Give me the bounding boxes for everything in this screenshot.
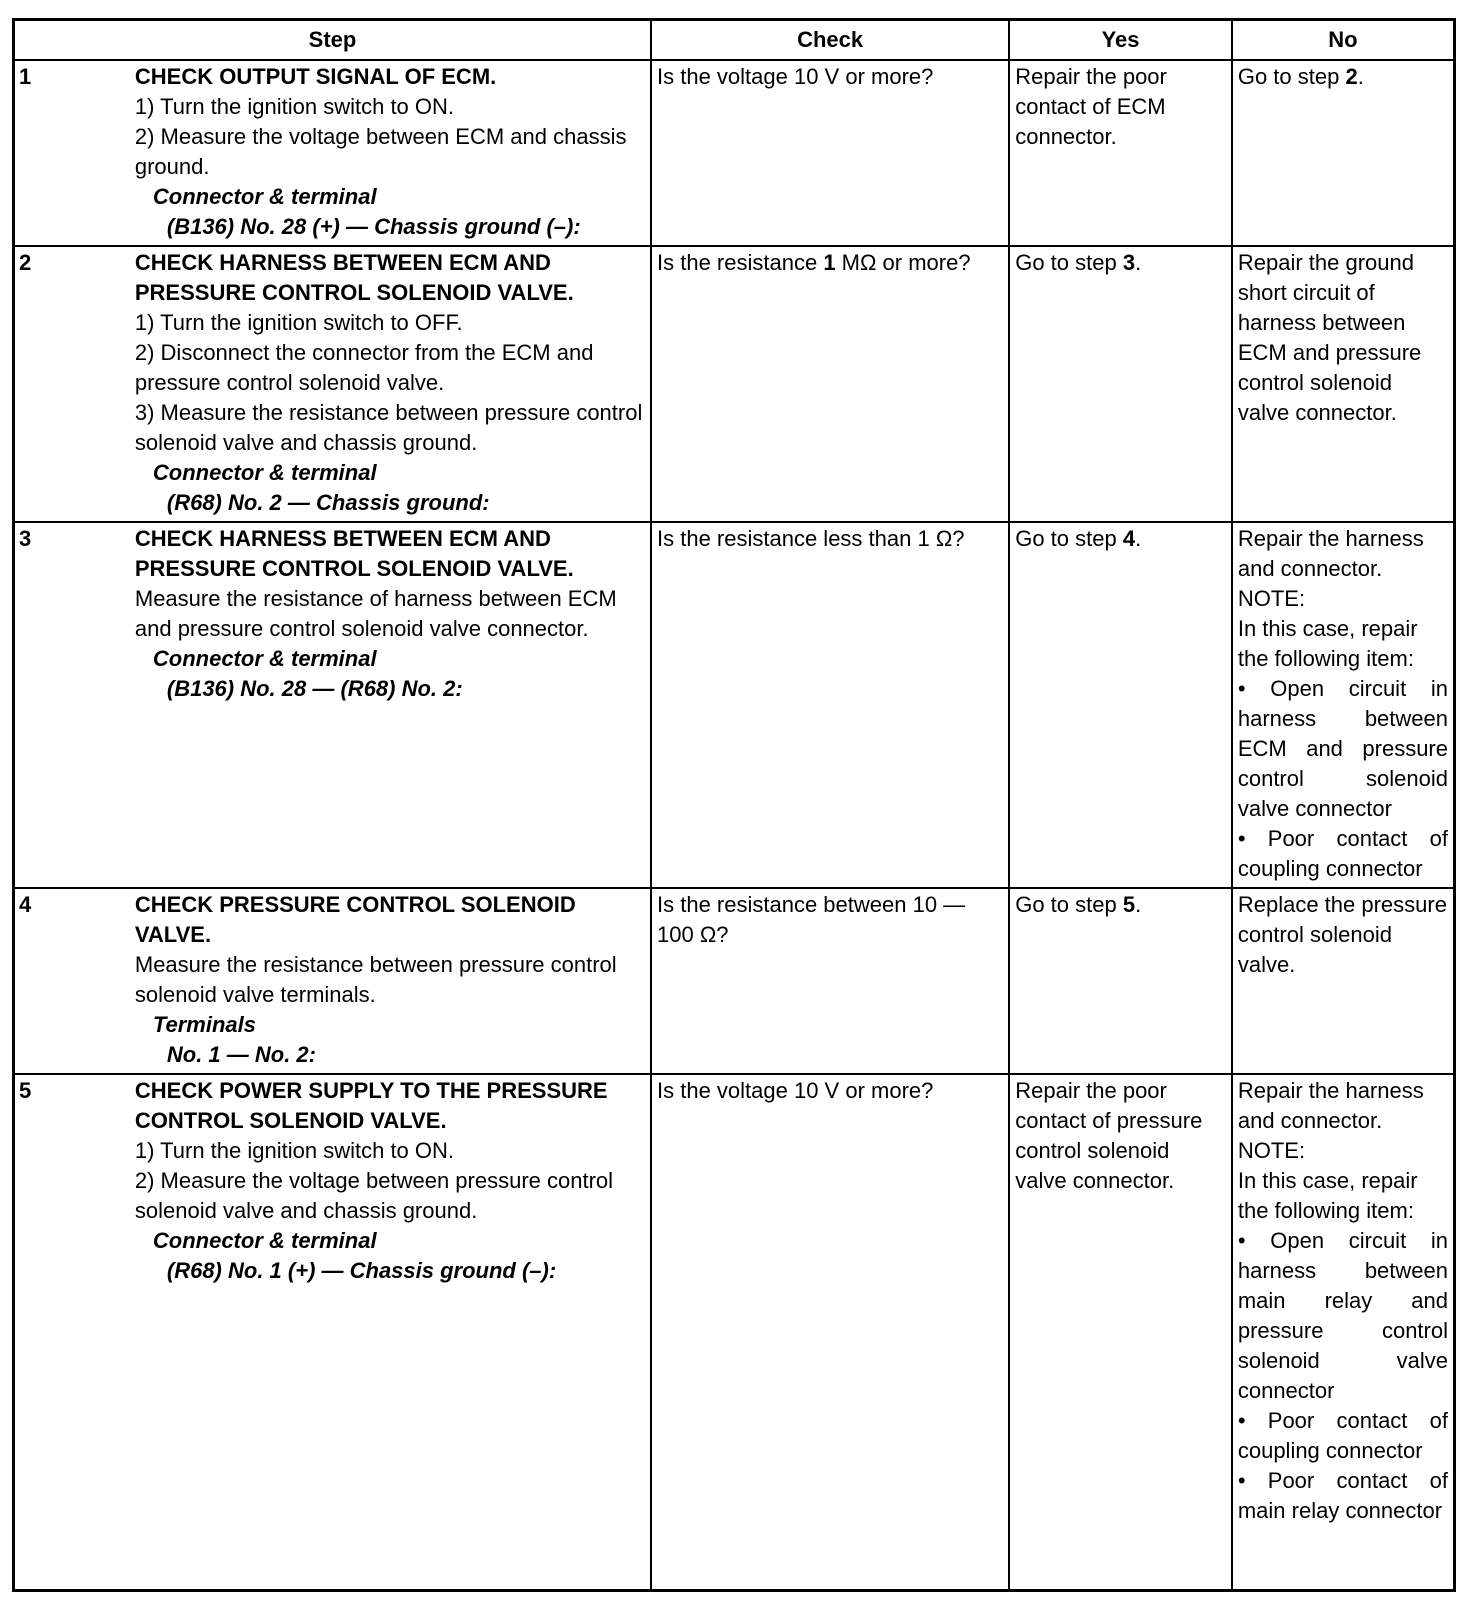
step-description [131,60,651,246]
step-instruction: Measure the resistance between pressure control solenoid valve terminals. [134,952,617,1007]
yes-cell: Repair the poor contact of pressure control solenoid valve connector. [1009,1074,1232,1590]
yes-cell [1009,522,1232,888]
yes-text-suffix: . [1135,250,1142,275]
no-note-item: • Open circuit in harness between main relay and pressure control solenoid valve connector [1237,1228,1448,1403]
yes-cell [1009,888,1232,1074]
no-cell: Replace the pressure control solenoid valve. [1232,888,1455,1074]
step-number: 1 [14,60,131,246]
step-number: 5 [14,1074,131,1590]
no-cell [1232,522,1455,888]
yes-text: Go to step [1015,892,1123,917]
step-number: 2 [14,246,131,522]
yes-step-ref: 4 [1122,526,1136,551]
check-cell [651,246,1009,522]
yes-text: Go to step [1015,250,1123,275]
step-description [131,1074,651,1590]
header-no: No [1232,20,1455,61]
no-step-ref: 2 [1345,64,1358,89]
no-main-text: Repair the harness and connector. [1237,526,1424,581]
yes-cell: Repair the poor contact of ECM connector. [1009,60,1232,246]
check-text-suffix: MΩ or more? [835,250,971,275]
no-cell [1232,60,1455,246]
step-instruction: 2) Measure the voltage between ECM and chassis ground. [134,124,627,179]
step-number: 4 [14,888,131,1074]
no-note-item: • Poor contact of coupling connector [1237,826,1448,881]
connector-heading: Connector & terminal [152,460,377,485]
check-bold-value: 1 [823,250,836,275]
connector-value: (R68) No. 1 (+) — Chassis ground (–): [166,1258,557,1283]
no-cell: Repair the ground short circuit of harness between ECM and pressure control solenoid valve connector. [1232,246,1455,522]
yes-cell [1009,246,1232,522]
table-row [14,888,1455,1074]
no-text-suffix: . [1357,64,1364,89]
table-row [14,522,1455,888]
check-cell: Is the resistance between 10 — 100 Ω? [651,888,1009,1074]
check-cell: Is the voltage 10 V or more? [651,1074,1009,1590]
step-title: CHECK HARNESS BETWEEN ECM AND PRESSURE CONTROL SOLENOID VALVE. [134,526,574,581]
header-row [14,20,1455,61]
no-note-intro: In this case, repair the following item: [1237,1168,1418,1223]
step-instruction: 1) Turn the ignition switch to ON. [134,1138,455,1163]
check-text: Is the resistance [657,250,824,275]
diagnostic-table-sheet [12,18,1456,1592]
header-step: Step [14,20,652,61]
no-note-label: NOTE: [1237,586,1306,611]
header-check: Check [651,20,1009,61]
step-instruction: 2) Measure the voltage between pressure control solenoid valve and chassis ground. [134,1168,614,1223]
step-instruction: 1) Turn the ignition switch to OFF. [134,310,463,335]
table-row [14,60,1455,246]
connector-heading: Connector & terminal [152,184,377,209]
yes-step-ref: 5 [1122,892,1136,917]
step-title: CHECK OUTPUT SIGNAL OF ECM. [134,64,497,89]
connector-heading: Terminals [152,1012,256,1037]
no-note-item: • Poor contact of coupling connector [1237,1408,1448,1463]
connector-heading: Connector & terminal [152,646,377,671]
step-description [131,246,651,522]
step-instruction: 1) Turn the ignition switch to ON. [134,94,455,119]
connector-value: (B136) No. 28 (+) — Chassis ground (–): [166,214,581,239]
table-row [14,1074,1455,1590]
step-description [131,888,651,1074]
table-row [14,246,1455,522]
connector-value: (R68) No. 2 — Chassis ground: [166,490,490,515]
yes-text-suffix: . [1135,892,1142,917]
connector-heading: Connector & terminal [152,1228,377,1253]
check-cell: Is the resistance less than 1 Ω? [651,522,1009,888]
no-note-item: • Poor contact of main relay connector [1237,1468,1448,1523]
step-instruction: 2) Disconnect the connector from the ECM and pressure control solenoid valve. [134,340,594,395]
no-note-item: • Open circuit in harness between ECM and pressure control solenoid valve connector [1237,676,1448,821]
no-main-text: Repair the harness and connector. [1237,1078,1424,1133]
yes-step-ref: 3 [1122,250,1136,275]
step-title: CHECK HARNESS BETWEEN ECM AND PRESSURE CONTROL SOLENOID VALVE. [134,250,574,305]
yes-text-suffix: . [1135,526,1142,551]
step-instruction: 3) Measure the resistance between pressure control solenoid valve and chassis ground. [134,400,643,455]
no-note-intro: In this case, repair the following item: [1237,616,1418,671]
check-cell: Is the voltage 10 V or more? [651,60,1009,246]
yes-text: Go to step [1015,526,1123,551]
no-note-label: NOTE: [1237,1138,1306,1163]
diagnostic-table [12,18,1456,1592]
no-cell [1232,1074,1455,1590]
step-instruction: Measure the resistance of harness between ECM and pressure control solenoid valve connector. [134,586,617,641]
step-description [131,522,651,888]
header-yes: Yes [1009,20,1232,61]
connector-value: No. 1 — No. 2: [166,1042,316,1067]
step-title: CHECK PRESSURE CONTROL SOLENOID VALVE. [134,892,576,947]
connector-value: (B136) No. 28 — (R68) No. 2: [166,676,463,701]
step-title: CHECK POWER SUPPLY TO THE PRESSURE CONTROL SOLENOID VALVE. [134,1078,608,1133]
no-text: Go to step [1237,64,1346,89]
step-number: 3 [14,522,131,888]
